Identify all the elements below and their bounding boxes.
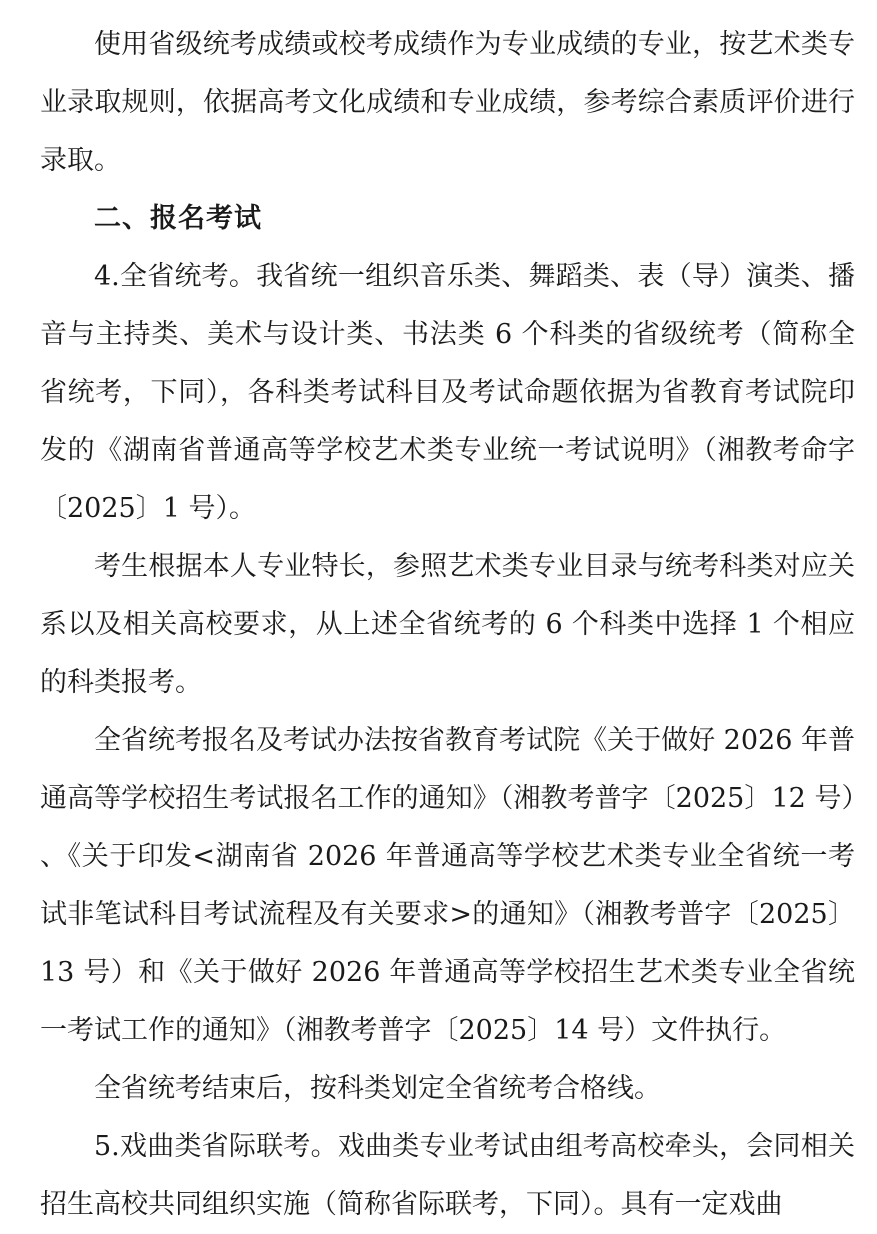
paragraph-category-selection: 考生根据本人专业特长，参照艺术类专业目录与统考科类对应关系以及相关高校要求，从上述全省统考的 6 个科类中选择 1 个相应的科类报考。 — [40, 551, 855, 698]
paragraph-opera-joint-exam: 5.戏曲类省际联考。戏曲类专业考试由组考高校牵头，会同相关招生高校共同组织实施（简称省际联考，下同）。具有一定戏曲 — [40, 1131, 855, 1220]
paragraph-registration-notices: 全省统考报名及考试办法按省教育考试院《关于做好 2026 年普通高等学校招生考试报名工作的通知》（湘教考普字〔2025〕12 号）、《关于印发<湖南省 2026 年普通高等学校艺术类专业全省统一考试非笔试科目考试流程及有关要求>的通知》（湘教考普字〔2025〕13 号）和《关于做好 2026 年普通高等学校招生艺术类专业全省统一考试工作的通知》（湘教考普字〔2025〕14 号）文件执行。 — [40, 725, 855, 1046]
paragraph-provincial-exam: 4.全省统考。我省统一组织音乐类、舞蹈类、表（导）演类、播音与主持类、美术与设计类、书法类 6 个科类的省级统考（简称全省统考，下同），各科类考试科目及考试命题依据为省教育考试院印发的《湖南省普通高等学校艺术类专业统一考试说明》（湘教考命字〔2025〕1 号）。 — [40, 261, 855, 524]
section-heading-registration: 二、报名考试 — [94, 203, 262, 234]
paragraph-passing-line: 全省统考结束后，按科类划定全省统考合格线。 — [94, 1073, 661, 1104]
paragraph-admission-rules: 使用省级统考成绩或校考成绩作为专业成绩的专业，按艺术类专业录取规则，依据高考文化成绩和专业成绩，参考综合素质评价进行录取。 — [40, 29, 855, 176]
